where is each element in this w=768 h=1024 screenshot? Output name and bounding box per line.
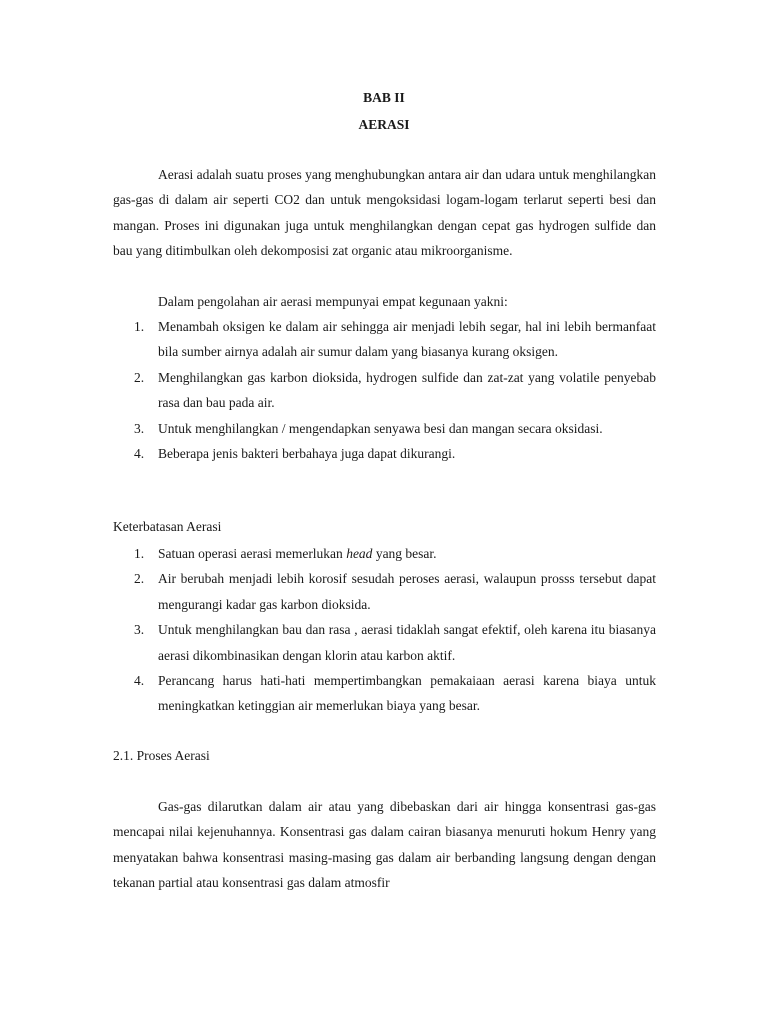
list-item: 1. Satuan operasi aerasi memerlukan head yang besar. [134,546,437,561]
section-heading: 2.1. Proses Aerasi [113,748,210,763]
limitations-list [113,541,656,719]
chapter-number: BAB II [363,90,405,105]
chapter-title: AERASI [358,117,410,132]
list-item: 4. Beberapa jenis bakteri berbahaya juga dapat dikurangi. [134,446,456,462]
intro-paragraph: Aerasi adalah suatu proses yang menghubungkan antara air dan udara untuk menghilangkan gas-gas di dalam air seperti CO2 dan untuk mengoksidasi logam-logam terlarut seperti besi dan mangan. Proses ini digunakan juga untuk menghilangkan dengan cepat gas hydrogen sulfide dan bau yang ditimbulkan oleh dekomposisi zat organic atau mikroorganisme. [113,167,656,259]
list-item: 3. Untuk menghilangkan bau dan rasa , aerasi tidaklah sangat efektif, oleh karena itu biasanya aerasi dikombinasikan dengan klorin atau karbon aktif. [134,622,656,663]
list-item: 3. Untuk menghilangkan / mengendapkan senyawa besi dan mangan secara oksidasi. [134,420,603,436]
uses-list [113,314,656,466]
process-paragraph: Gas-gas dilarutkan dalam air atau yang dibebaskan dari air hingga konsentrasi gas-gas mencapai nilai kejenuhannya. Konsentrasi gas dalam cairan biasanya menuruti hokum Henry yang menyatakan bahwa konsentrasi masing-masing gas dalam air berbanding langsung dengan dengan tekanan partial atau konsentrasi gas dalam atmosfir [113,799,656,891]
uses-intro: Dalam pengolahan air aerasi mempunyai empat kegunaan yakni: [158,294,508,309]
list-item: 1. Menambah oksigen ke dalam air sehingga air menjadi lebih segar, hal ini lebih bermanfaat bila sumber airnya adalah air sumur dalam yang biasanya kurang oksigen. [134,319,656,360]
list-item: 2. Menghilangkan gas karbon dioksida, hydrogen sulfide dan zat-zat yang volatile penyebab rasa dan bau pada air. [134,369,656,411]
limitations-heading: Keterbatasan Aerasi [113,519,222,534]
list-item: 4. Perancang harus hati-hati mempertimbangkan pemakaiaan aerasi karena biaya untuk meningkatkan ketinggian air memerlukan biaya yang besar. [134,673,656,714]
list-item: 2. Air berubah menjadi lebih korosif sesudah peroses aerasi, walaupun prosss tersebut dapat mengurangi kadar gas karbon dioksida. [134,571,656,612]
